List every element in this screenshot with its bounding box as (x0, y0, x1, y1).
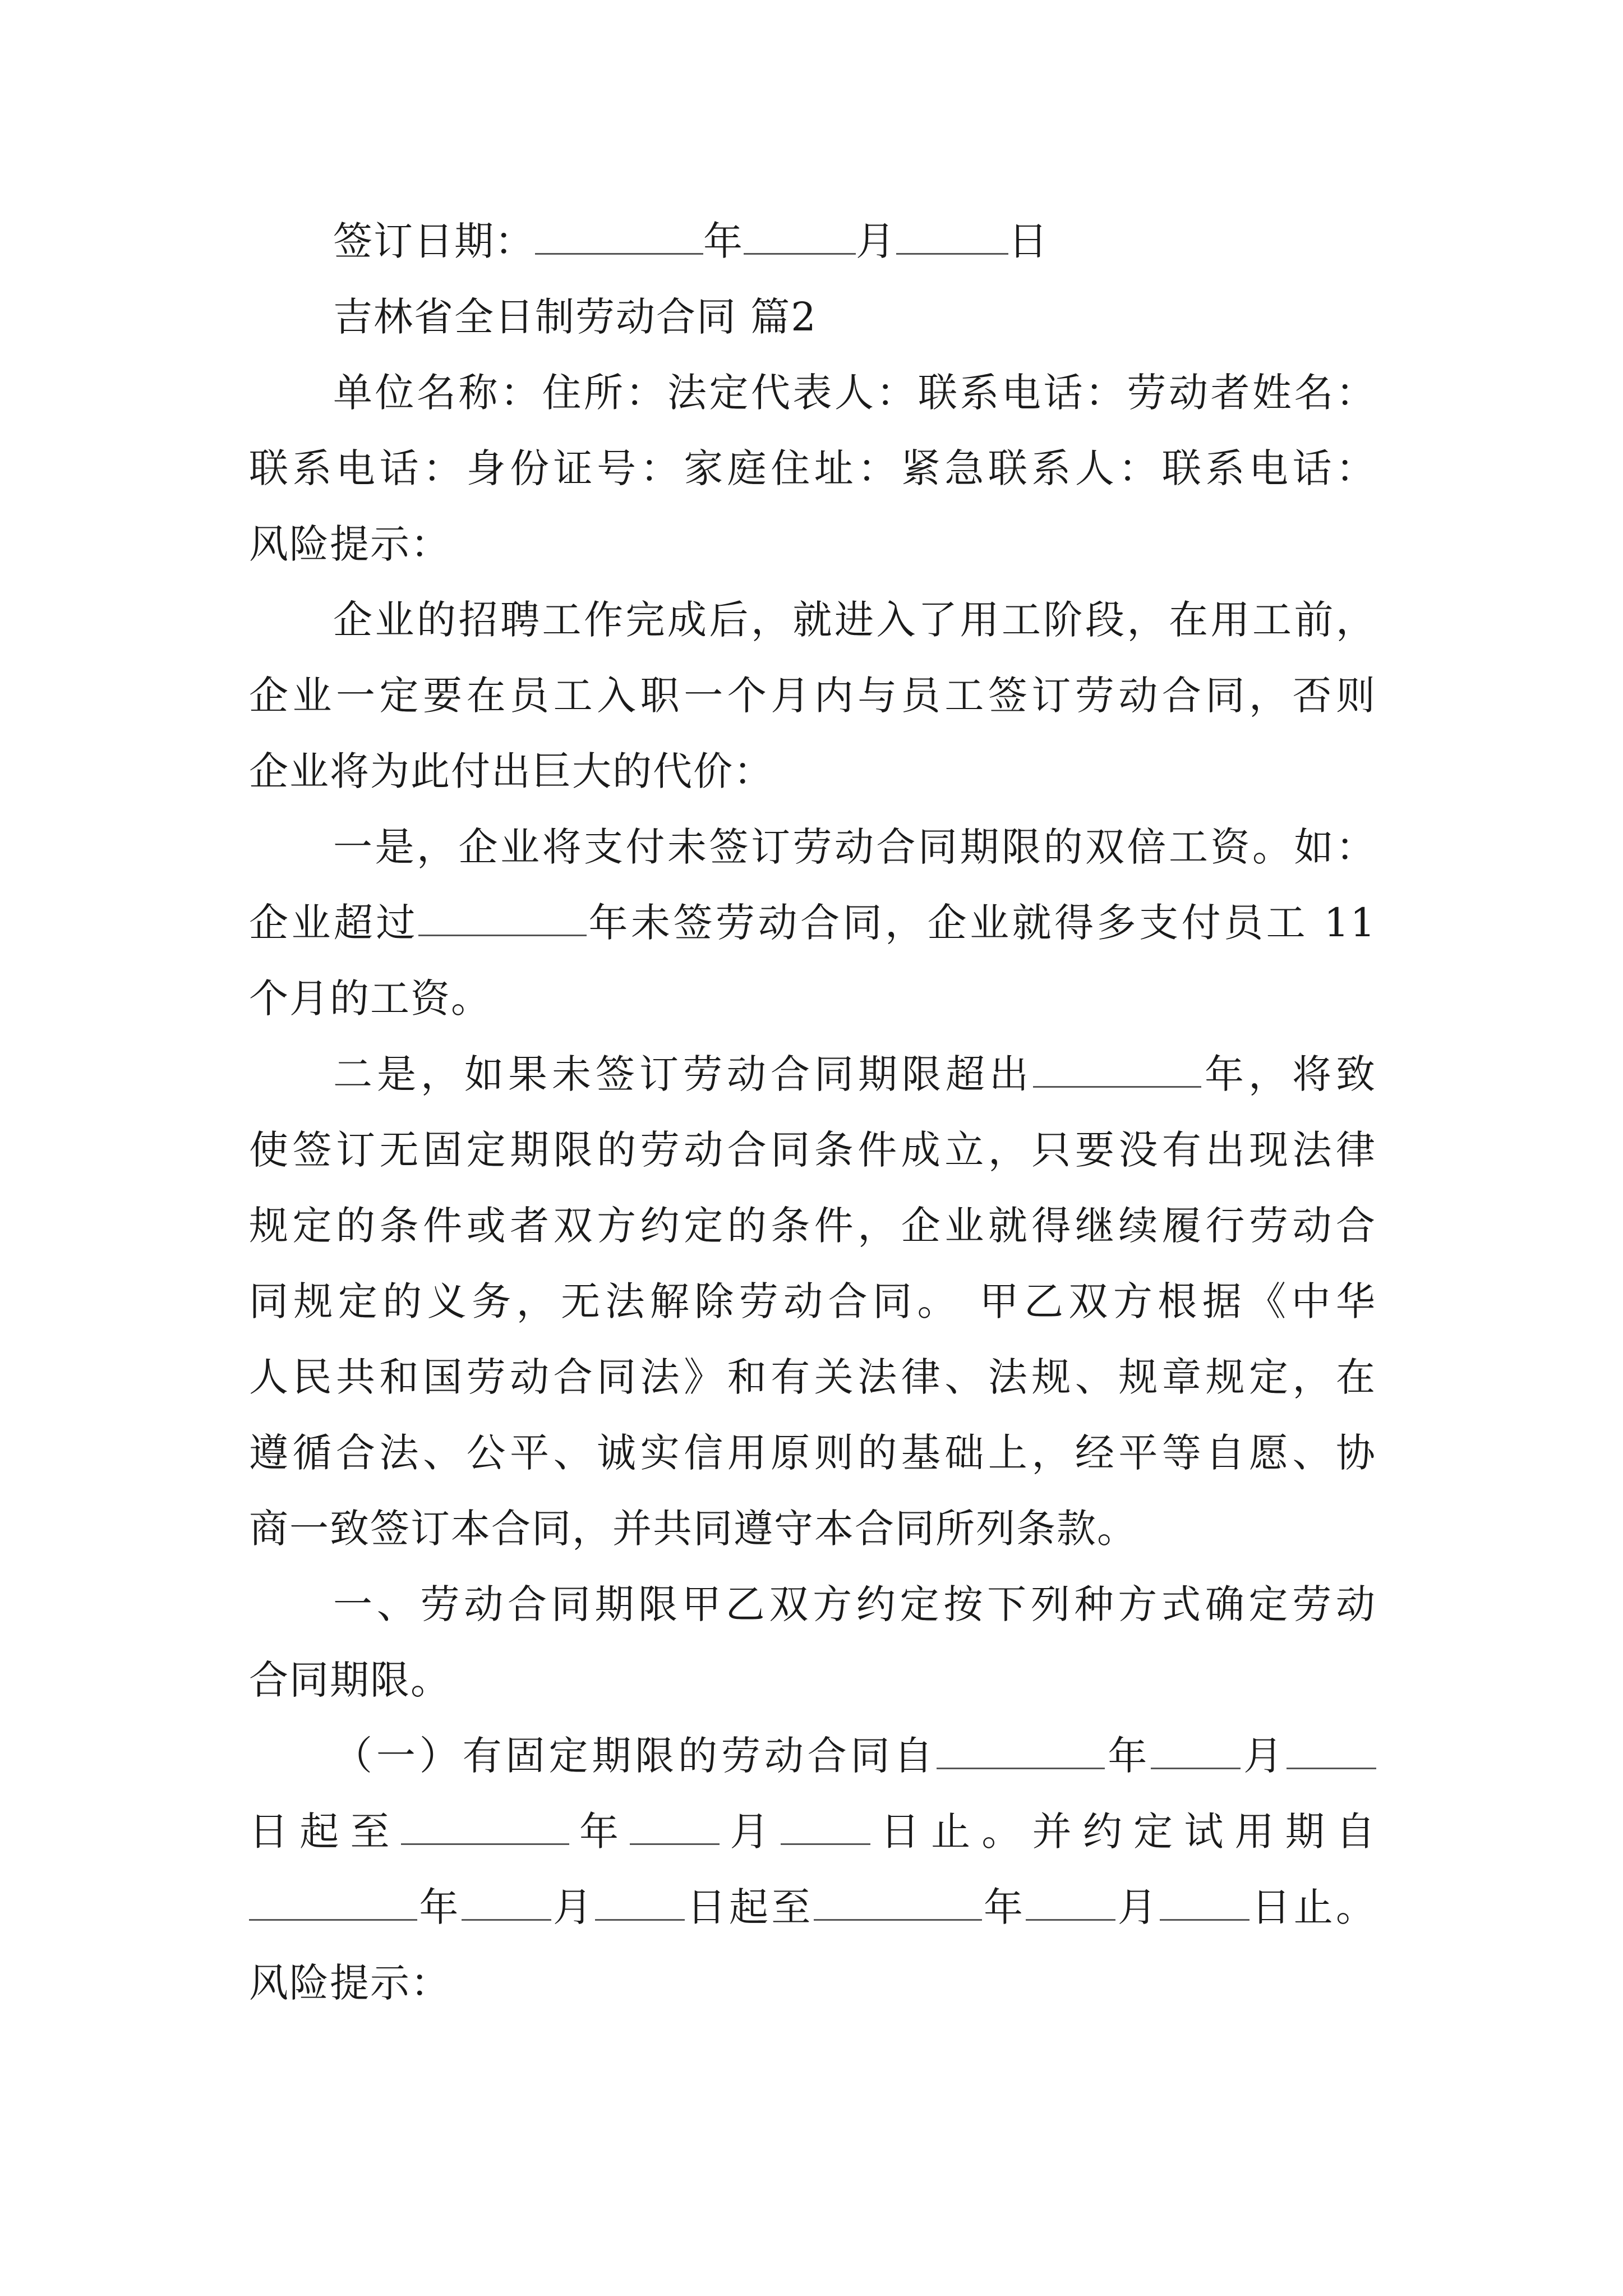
end-day-blank (781, 1809, 870, 1845)
clause1-line-1 (333, 1731, 1376, 1781)
end-month-blank (630, 1809, 720, 1845)
contract-heading: 吉林省全日制劳动合同 篇2 (333, 294, 817, 340)
intro-line-2: 企业一定要在员工入职一个月内与员工签订劳动合同，否则 (249, 673, 1376, 719)
section1-line-1: 一、劳动合同期限甲乙双方约定按下列种方式确定劳动 (333, 1581, 1376, 1627)
risk-label-2: 风险提示： (249, 1960, 451, 2006)
risk-label: 风险提示： (249, 521, 451, 567)
year-text: 年 (703, 218, 744, 264)
month-text: 月 (1115, 1884, 1160, 1930)
clause1-line-3 (249, 1882, 1376, 1932)
section1-line-2: 合同期限。 (249, 1657, 451, 1703)
month-text: 月 (551, 1884, 596, 1930)
sign-date-line (333, 216, 1376, 266)
end-year-blank (401, 1809, 569, 1845)
point2-line-2: 使签订无固定期限的劳动合同条件成立，只要没有出现法律 (249, 1127, 1376, 1173)
year-text: 年 (1105, 1733, 1151, 1779)
point1-text-a: 企业超过 (249, 900, 419, 946)
point2-line-5: 人民共和国劳动合同法》和有关法律、法规、规章规定，在 (249, 1354, 1376, 1400)
point2-text-a: 二是，如果未签订劳动合同期限超出 (333, 1051, 1033, 1097)
month-text: 月 (1241, 1733, 1287, 1779)
intro-line-3: 企业将为此付出巨大的代价： (249, 748, 774, 794)
info-fields-line-2: 联系电话：身份证号：家庭住址：紧急联系人：联系电话： (249, 445, 1376, 491)
point1-line-1: 一是，企业将支付未签订劳动合同期限的双倍工资。如： (333, 824, 1376, 870)
start-year-blank (937, 1733, 1105, 1769)
probation-end-year-blank (814, 1884, 982, 1921)
month-text: 月 (720, 1809, 781, 1855)
start-day-blank (1287, 1733, 1376, 1769)
point2-line-7: 商一致签订本合同，并共同遵守本合同所列条款。 (249, 1506, 1137, 1552)
sign-year-blank (535, 218, 703, 255)
info-fields-line-1: 单位名称：住所：法定代表人：联系电话：劳动者姓名： (333, 370, 1376, 416)
year-text: 年 (569, 1809, 630, 1855)
term-exceeded-blank (1033, 1051, 1201, 1088)
sign-month-blank (744, 218, 856, 255)
probation-start-month-blank (462, 1884, 551, 1921)
point2-line-3: 规定的条件或者双方约定的条件，企业就得继续履行劳动合 (249, 1203, 1376, 1249)
probation-end-day-blank (1160, 1884, 1249, 1921)
point1-line-3: 个月的工资。 (249, 976, 491, 1022)
clause1-prefix: （一）有固定期限的劳动合同自 (333, 1733, 937, 1779)
clause1-line-2 (249, 1806, 1376, 1857)
clause1-stop-end: 日止。 (1249, 1884, 1377, 1930)
clause1-start-to: 日起至 (685, 1884, 814, 1930)
intro-line-1: 企业的招聘工作完成后，就进入了用工阶段，在用工前， (333, 597, 1376, 643)
point2-line-6: 遵循合法、公平、诚实信用原则的基础上，经平等自愿、协 (249, 1430, 1376, 1476)
year-text: 年 (981, 1884, 1026, 1930)
point2-text-b: 年，将致 (1201, 1051, 1376, 1097)
sign-day-blank (896, 218, 1008, 255)
clause1-start-from: 日起至 (249, 1809, 401, 1855)
month-text: 月 (856, 218, 896, 264)
day-text: 日 (1008, 218, 1049, 264)
sign-date-label: 签订日期： (333, 218, 535, 264)
clause1-stop-agree: 日止。并约定试用期自 (870, 1809, 1377, 1855)
year-text: 年 (417, 1884, 462, 1930)
point2-line-1 (333, 1049, 1376, 1099)
probation-end-month-blank (1026, 1884, 1115, 1921)
years-exceeded-blank (418, 900, 587, 936)
point1-line-2 (249, 898, 1376, 948)
probation-start-day-blank (595, 1884, 685, 1921)
start-month-blank (1151, 1733, 1241, 1769)
point1-text-b: 年未签劳动合同，企业就得多支付员工 11 (587, 900, 1376, 946)
probation-start-year-blank (249, 1884, 417, 1921)
point2-line-4: 同规定的义务，无法解除劳动合同。 甲乙双方根据《中华 (249, 1278, 1376, 1324)
